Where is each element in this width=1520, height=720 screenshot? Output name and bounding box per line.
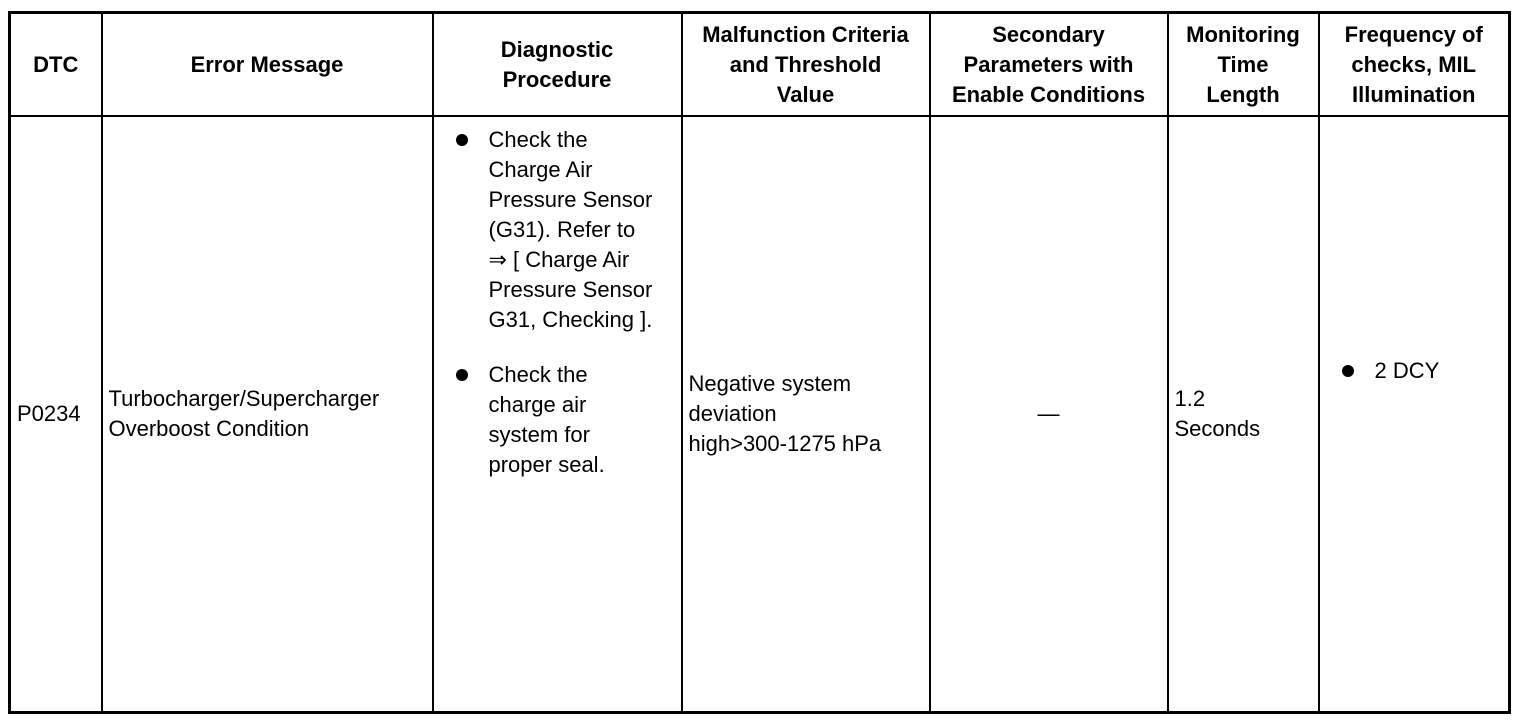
header-frequency: Frequency of checks, MIL Illumination <box>1319 13 1510 117</box>
reference-link[interactable]: Pressure Sensor <box>488 277 653 302</box>
cell-frequency <box>1319 116 1510 713</box>
header-monitoring-time: Monitoring Time Length <box>1168 13 1319 117</box>
dtc-table <box>8 11 1511 714</box>
reference-link[interactable]: ⇒ [ Charge Air <box>488 247 630 272</box>
dtc-code: P0234 <box>17 401 81 426</box>
cell-monitoring-time: 1.2 Seconds <box>1168 116 1319 713</box>
header-dtc: DTC <box>10 13 102 117</box>
cell-malfunction-criteria: Negative system deviation high>300-1275 hPa <box>682 116 930 713</box>
list-item: Check the Charge Air Pressure Sensor (G31). Refer to ⇒ [ Charge Air Pressure Sensor G31, Checking ]. <box>454 125 677 335</box>
bullet-icon <box>456 369 468 381</box>
table-row <box>10 116 1510 713</box>
reference-link[interactable]: G31, Checking ]. <box>488 307 653 332</box>
header-secondary-parameters: Secondary Parameters with Enable Conditions <box>930 13 1168 117</box>
frequency-list <box>1340 356 1509 386</box>
header-error-message: Error Message <box>102 13 433 117</box>
header-diagnostic-procedure: Diagnostic Procedure <box>433 13 682 117</box>
header-malfunction-criteria: Malfunction Criteria and Threshold Value <box>682 13 930 117</box>
table-header <box>10 13 1510 117</box>
bullet-icon <box>456 134 468 146</box>
cell-error-message: Turbocharger/Supercharger Overboost Condition <box>102 116 433 713</box>
cell-dtc <box>10 116 102 713</box>
cell-secondary-parameters: — <box>930 116 1168 713</box>
bullet-icon <box>1342 365 1354 377</box>
cell-diagnostic-procedure <box>433 116 682 713</box>
list-item: 2 DCY <box>1340 356 1509 386</box>
header-row <box>10 13 1510 117</box>
diagnostic-steps <box>454 125 677 480</box>
list-item: Check the charge air system for proper seal. <box>454 360 677 480</box>
table-body <box>10 116 1510 713</box>
